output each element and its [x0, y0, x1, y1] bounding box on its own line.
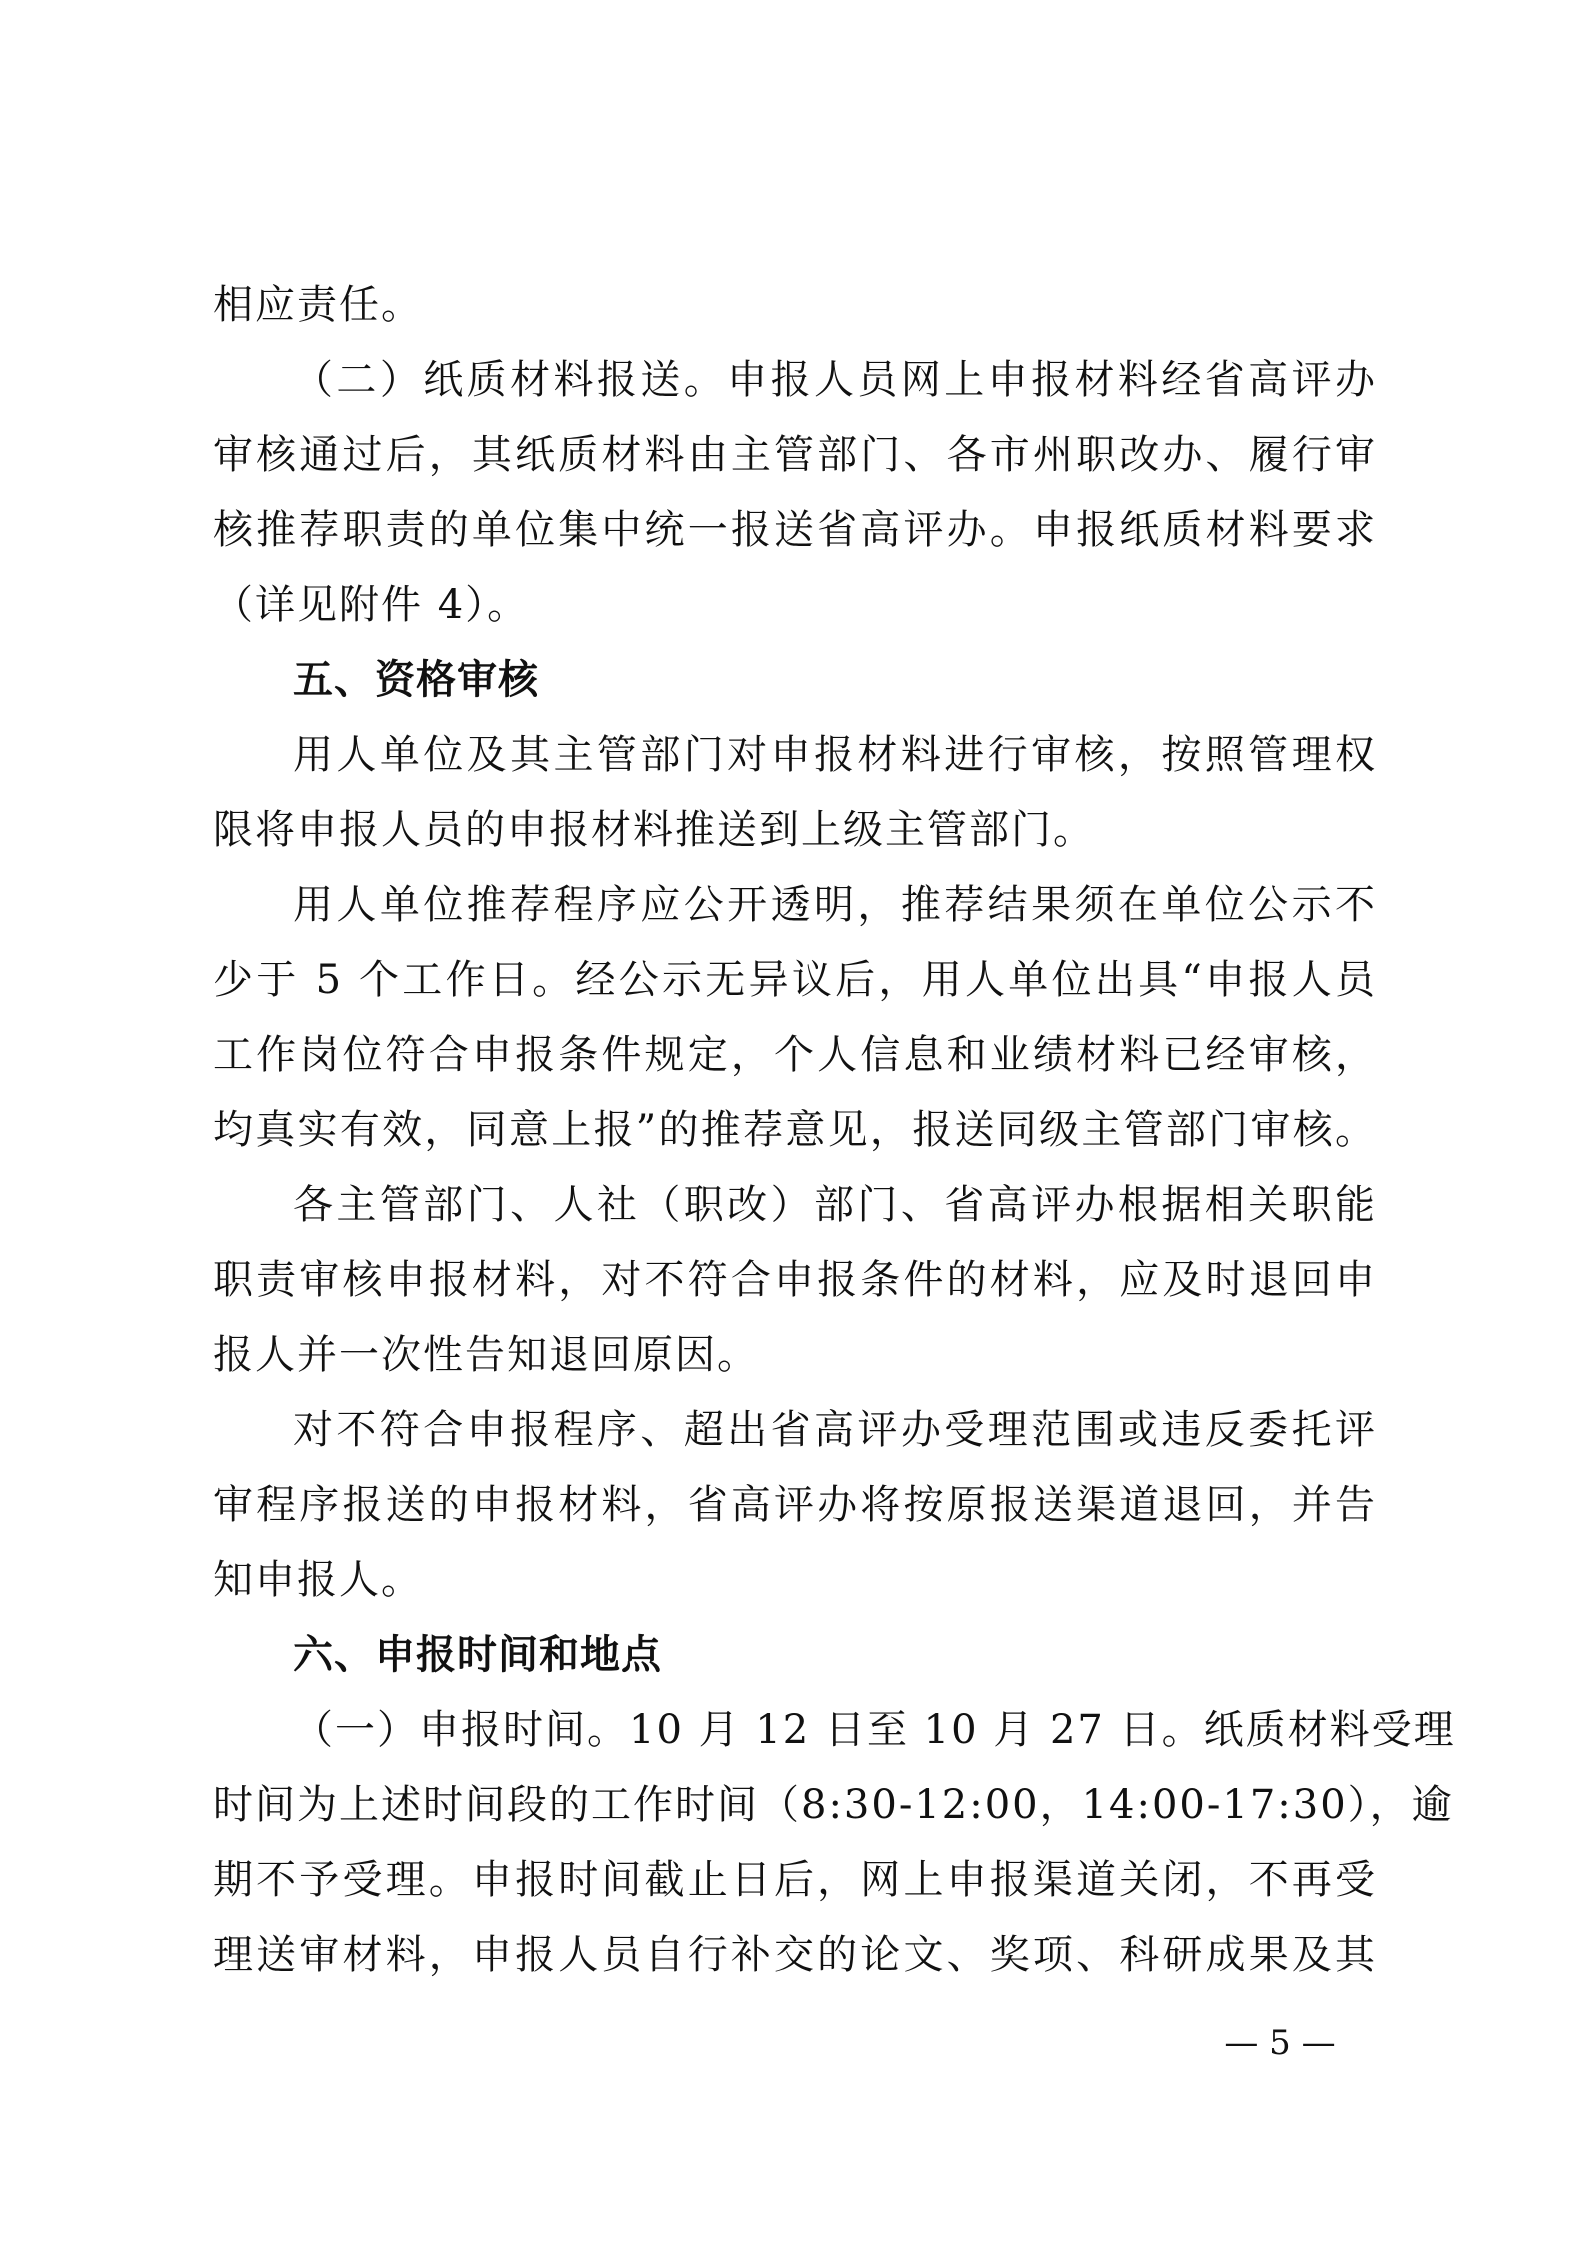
paragraph-line: 时间为上述时间段的工作时间（8:30-12:00，14:00-17:30），逾 [213, 1782, 1454, 1828]
section-heading: 六、申报时间和地点 [293, 1632, 662, 1678]
document-body [213, 268, 1456, 1993]
paragraph-line: （二）纸质材料报送。申报人员网上申报材料经省高评办 [293, 357, 1377, 403]
paragraph-line: 限将申报人员的申报材料推送到上级主管部门。 [213, 807, 1095, 853]
paragraph-line: 用人单位及其主管部门对申报材料进行审核，按照管理权 [293, 732, 1377, 778]
paragraph-line: 均真实有效，同意上报”的推荐意见，报送同级主管部门审核。 [213, 1107, 1377, 1153]
section-heading: 五、资格审核 [293, 657, 539, 703]
paragraph-line: 审程序报送的申报材料，省高评办将按原报送渠道退回，并告 [213, 1482, 1377, 1528]
paragraph-line: 相应责任。 [213, 282, 423, 328]
paragraph-line: 期不予受理。申报时间截止日后，网上申报渠道关闭，不再受 [213, 1857, 1377, 1903]
paragraph-line: 核推荐职责的单位集中统一报送省高评办。申报纸质材料要求 [213, 507, 1377, 553]
paragraph-line: 知申报人。 [213, 1557, 423, 1603]
paragraph-line: 用人单位推荐程序应公开透明，推荐结果须在单位公示不 [293, 882, 1377, 928]
paragraph-line: （详见附件 4）。 [213, 582, 530, 628]
paragraph-line: （一）申报时间。10 月 12 日至 10 月 27 日。纸质材料受理 [293, 1707, 1456, 1753]
paragraph-line: 审核通过后，其纸质材料由主管部门、各市州职改办、履行审 [213, 432, 1377, 478]
paragraph-line: 各主管部门、人社（职改）部门、省高评办根据相关职能 [293, 1182, 1377, 1228]
paragraph-line: 报人并一次性告知退回原因。 [213, 1332, 759, 1378]
paragraph-line: 少于 5 个工作日。经公示无异议后，用人单位出具“申报人员 [213, 957, 1377, 1003]
paragraph-line: 职责审核申报材料，对不符合申报条件的材料，应及时退回申 [213, 1257, 1377, 1303]
paragraph-line: 理送审材料，申报人员自行补交的论文、奖项、科研成果及其 [213, 1932, 1377, 1978]
paragraph-line: 对不符合申报程序、超出省高评办受理范围或违反委托评 [293, 1407, 1377, 1453]
paragraph-line: 工作岗位符合申报条件规定，个人信息和业绩材料已经审核， [213, 1032, 1377, 1078]
page-number: — 5 — [1224, 2023, 1336, 2063]
